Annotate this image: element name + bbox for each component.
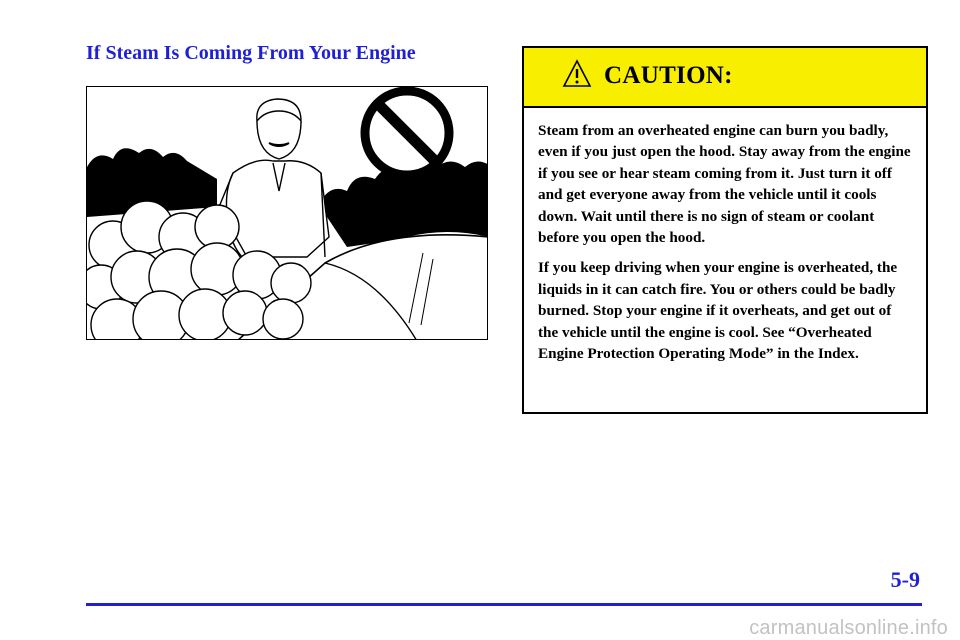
section-title: If Steam Is Coming From Your Engine <box>86 42 416 64</box>
watermark: carmanualsonline.info <box>749 617 948 639</box>
caution-paragraph: Steam from an overheated engine can burn you badly, even if you just open the hood. Stay away from the engine if you see or hear steam coming from it. Just turn it off and get everyone away from the vehicle until it cools down. Wait until there is no sign of steam or coolant before you open the hood. <box>538 122 911 247</box>
man-face <box>257 121 301 159</box>
footer-rule <box>86 603 922 606</box>
steam-scene-drawing <box>87 87 488 340</box>
steam-warning-illustration <box>86 86 488 340</box>
page-number: 5-9 <box>890 567 920 592</box>
no-symbol-icon <box>365 91 449 175</box>
man-torso <box>219 160 329 257</box>
caution-body <box>524 108 926 364</box>
caution-title: CAUTION: <box>604 62 733 89</box>
caution-box <box>522 46 928 414</box>
man-hair <box>257 99 301 121</box>
caution-header <box>524 48 926 108</box>
warning-triangle-icon <box>562 59 592 89</box>
caution-paragraph: If you keep driving when your engine is overheated, the liquids in it can catch fire. You or others could be badly burned. Stop your engine if it overheats, and get out of the vehicle until the engine is cool. See “Overheated Engine Protection Operating Mode” in the Index. <box>538 259 898 363</box>
